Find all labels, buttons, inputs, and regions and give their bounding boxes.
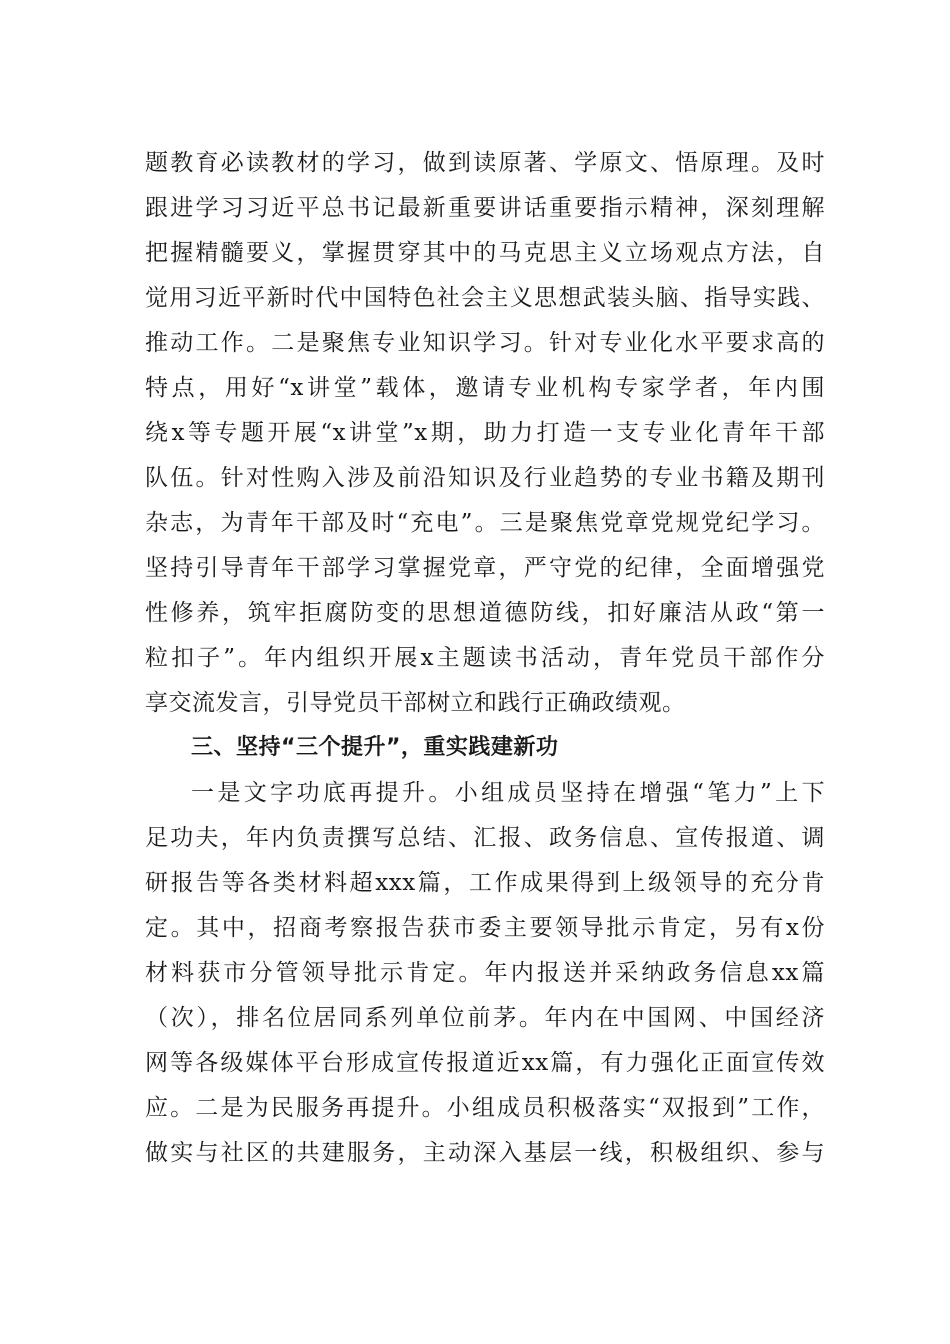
body-text-line: 绕x等专题开展“x讲堂”x期，助力打造一支专业化青年干部 <box>145 420 825 446</box>
body-text-line: 网等各级媒体平台形成宣传报道近xx篇，有力强化正面宣传效 <box>145 1050 825 1076</box>
body-text-line: 定。其中，招商考察报告获市委主要领导批示肯定，另有x份 <box>145 915 825 941</box>
body-text-line: 特点，用好“x讲堂”载体，邀请专业机构专家学者，年内围 <box>145 375 825 401</box>
body-text-line: 题教育必读教材的学习，做到读原著、学原文、悟原理。及时 <box>145 150 825 176</box>
body-text-line: 觉用习近平新时代中国特色社会主义思想武装头脑、指导实践、 <box>145 285 825 311</box>
body-text-line: 应。二是为民服务再提升。小组成员积极落实“双报到”工作， <box>145 1095 825 1121</box>
body-text-line: （次），排名位居同系列单位前茅。年内在中国网、中国经济 <box>145 1005 825 1031</box>
body-text-line: 推动工作。二是聚焦专业知识学习。针对专业化水平要求高的 <box>145 330 825 356</box>
body-text-line: 杂志，为青年干部及时“充电”。三是聚焦党章党规党纪学习。 <box>145 510 825 536</box>
body-text-line: 研报告等各类材料超xxx篇，工作成果得到上级领导的充分肯 <box>145 870 825 896</box>
body-text-line: 足功夫，年内负责撰写总结、汇报、政务信息、宣传报道、调 <box>145 825 825 851</box>
body-text-line: 一是文字功底再提升。小组成员坚持在增强“笔力”上下 <box>191 780 825 806</box>
body-text-line: 坚持引导青年干部学习掌握党章，严守党的纪律，全面增强党 <box>145 555 825 581</box>
body-text-line: 队伍。针对性购入涉及前沿知识及行业趋势的专业书籍及期刊 <box>145 465 825 491</box>
body-text-line: 材料获市分管领导批示肯定。年内报送并采纳政务信息xx篇 <box>145 960 825 986</box>
body-text-line: 把握精髓要义，掌握贯穿其中的马克思主义立场观点方法，自 <box>145 240 825 266</box>
body-text-line: 粒扣子”。年内组织开展x主题读书活动，青年党员干部作分 <box>145 645 825 671</box>
body-text-line: 做实与社区的共建服务，主动深入基层一线，积极组织、参与 <box>145 1140 825 1166</box>
section-heading: 三、坚持“三个提升”，重实践建新功 <box>191 735 559 760</box>
body-text-line: 跟进学习习近平总书记最新重要讲话重要指示精神，深刻理解 <box>145 195 825 221</box>
body-text-line: 性修养，筑牢拒腐防变的思想道德防线，扣好廉洁从政“第一 <box>145 600 825 626</box>
body-text-line: 享交流发言，引导党员干部树立和践行正确政绩观。 <box>145 690 686 716</box>
